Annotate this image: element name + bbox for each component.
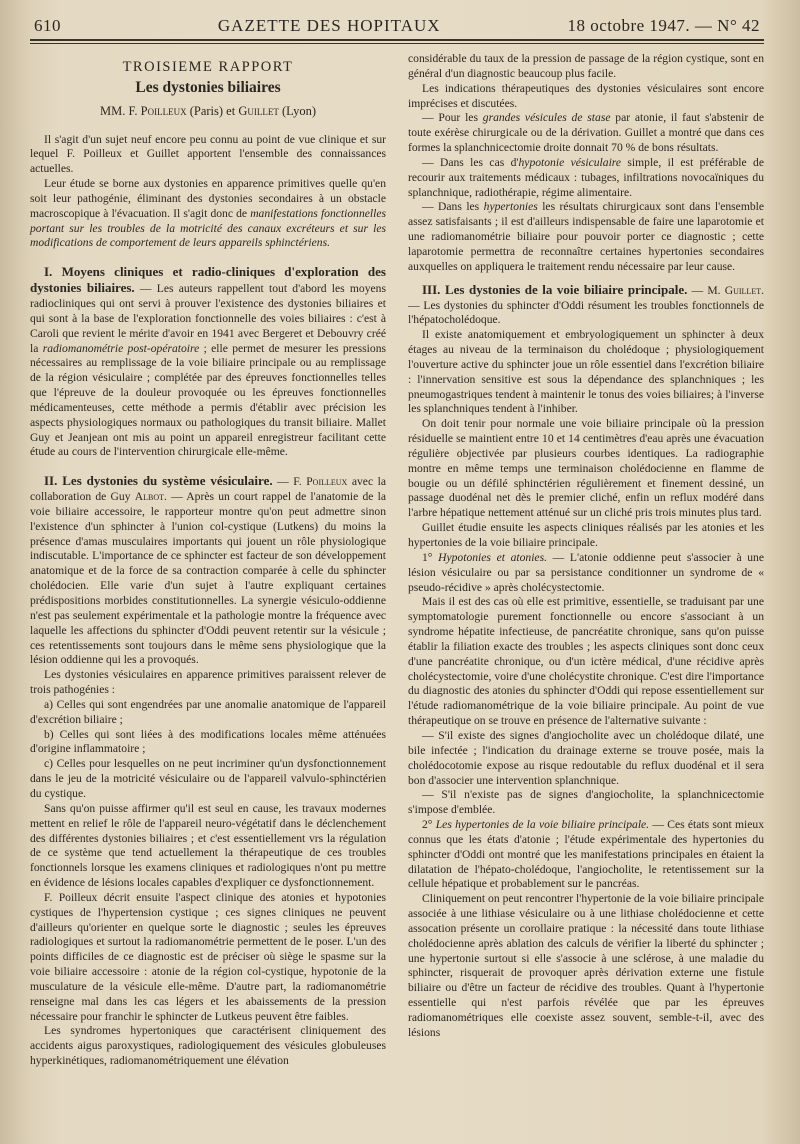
paragraph: Les syndromes hypertoniques que caractérisent cliniquement des accidents aigus paroxystiques, radiologiquement des vésicules globuleuses hyperkinétiques, radiomanométriquement une élévation — [30, 1024, 386, 1068]
paragraph: — S'il n'existe pas de signes d'angiocholite, la splanchnicectomie s'impose d'emblée. — [408, 788, 764, 817]
journal-title: GAZETTE DES HOPITAUX — [217, 16, 441, 35]
section-2: II. Les dystonies du système vésiculaire. — F. Poilleux avec la collaboration de Guy Albot. — Après un court rappel de l'anatomie de la voie biliaire accessoire, le rapporteur montre qu'on peut admettre sinon l'existence d'un sphincter à l'union col-cystique (Lutkens) du moins la présence d'amas musculaires importants qui jouent un rôle physiologique indiscutable. L'importance de ce sphincter est facteur de son développement anatomique et de la force de sa contraction comparée à celle du sphincter cholédocien. Elle varie d'un sujet à l'autre expliquant certaines prédispositions morbides constitutionnelles. La synergie vésiculo-oddienne n'est pas seulement expérimentale et la pathologie montre la fréquence avec laquelle les affections du sphincter d'Oddi peuvent retentir sur la vésicule ; ces retentissements sont toujours dans le même sens physiologique que la lésion oddienne qui les a provoqués. — [30, 473, 386, 667]
paragraph: — Pour les grandes vésicules de stase par atonie, il faut s'abstenir de toute exérèse chirurgicale ou de la dérivation. Guillet a montré que dans ces formes la splanchnicectomie droite donnait 70 % de bons résultats. — [408, 111, 764, 155]
paragraph: 2° Les hypertonies de la voie biliaire principale. — Ces états sont mieux connus que les états d'atonie ; l'étude expérimentale des hypertonies du sphincter d'Oddi ont montré que les manifestations principales en étaient la dilatation de l'hépato-cholédoque, l'angiocholite, le retentissement sur la cellule hépatique et probablement sur le pancréas. — [408, 818, 764, 891]
author-name: Guillet — [238, 103, 279, 118]
page-number: 610 — [34, 16, 61, 35]
section-heading: I. Moyens cliniques et radio-cliniques d'exploration des dystonies biliaires. — [30, 264, 386, 296]
list-item: b) Celles qui sont liées à des modifications locales même atténuées d'origine inflammatoire ; — [30, 727, 386, 756]
list-item: a) Celles qui sont engendrées par une anomalie anatomique de l'appareil d'excrétion biliaire ; — [30, 697, 386, 726]
left-column — [30, 52, 386, 1069]
running-header — [30, 16, 764, 36]
issue-date: 18 octobre 1947. — N° 42 — [567, 16, 760, 35]
paragraph: Sans qu'on puisse affirmer qu'il est seul en cause, les travaux modernes mettent en relief le rôle de l'appareil neuro-végétatif dans le déclenchement des différentes dystonies biliaires ; et c'est essentiellement vrs la régulation de ce système que tend actuellement la thérapeutique de ces troubles fonctionnels lorsque les examens cliniques et radiologiques n'ont pu mettre en évidence de lésions locales capables d'expliquer ce dysfonctionnement. — [30, 801, 386, 890]
section-1: I. Moyens cliniques et radio-cliniques d'exploration des dystonies biliaires. — Les auteurs rappellent tout d'abord les moyens radiocliniques qui ont servi à prouver l'existence des dystonies biliaires et qui sont à la base de l'exploration fonctionnelle des voies biliaires : c'est à Caroli que revient le mérite d'avoir en 1941 avec Bergeret et Debouvry créé la radiomanométrie post-opératoire ; elle permet de mesurer les pressions nécessaires au remplissage de la voie biliaire principale ou au remplissage de la région vésiculaire ; complétée par des épreuves fonctionnelles telles que l'épreuve de la douleur provoquée ou les épreuves fonctionnelles médicamenteuses, cette méthode a permis d'établir avec précision les aspects physiologiques normaux ou pathologiques du transit biliaire. Mallet Guy et Jeanjean ont mis au point un appareil enregistreur facilitant cette étude au cours de l'intervention chirurgicale elle-même. — [30, 264, 387, 459]
paragraph: Il s'agit d'un sujet neuf encore peu connu au point de vue clinique et sur lequel F. Poilleux et Guillet apportent l'ensemble des connaissances actuelles. — [30, 132, 386, 176]
paragraph: F. Poilleux décrit ensuite l'aspect clinique des atonies et hypotonies cystiques de l'hypertension cystique ; ces signes cliniques ne peuvent d'ailleurs qu'orienter en quelque sorte le diagnostic ; seules les épreuves radiologiques et surtout la radiomanométrie permettent de le poser. L'un des points difficiles de ce diagnostic est de préciser où siège le spasme sur la voie biliaire accessoire : atonie de la région col-cystique, hypotonie de la musculature de la vésicule elle-même. D'autre part, la radiomanométrie renseigne mal dans les cas légers et les abaissements de la pression nécessaire pour franchir le sphincter de Lutkeus peuvent être faibles. — [30, 890, 386, 1023]
paragraph: — Dans les hypertonies les résultats chirurgicaux sont dans l'ensemble assez satisfaisants ; il est d'ailleurs indispensable de faire une laparotomie et une radiomanométrie biliaire pour pouvoir porter ce diagnostic ; cette laparotomie permettra de reconnaître certaines hypertonies secondaires auxquelles on appliquera le traitement rendu nécessaire par leur cause. — [408, 200, 765, 273]
paragraph: On doit tenir pour normale une voie biliaire principale où la pression résiduelle se maintient entre 10 et 14 centimètres d'eau après une évacuation régulière objectivée par plusieurs courbes identiques. La radiographie montre en même temps une terminaison cholédocienne en flamme de bougie ou un défilé sphinctérien régulièrement et finement dessiné, un passage duodénal net dès le premier cliché, enfin un reflux modéré dans l'arbre hépatique nettement atténué sur un cliché pris trois minutes plus tard. — [408, 417, 764, 520]
paragraph: Les dystonies vésiculaires en apparence primitives paraissent relever de trois pathogénies : — [30, 668, 386, 697]
section-3: III. Les dystonies de la voie biliaire principale. — M. Guillet. — Les dystonies du sphincter d'Oddi résument les troubles fonctionnels de l'hépatocholédoque. — [408, 281, 765, 327]
paragraph: Cliniquement on peut rencontrer l'hypertonie de la voie biliaire principale associée à une lithiase vésiculaire ou à une lithiase cholédocienne et cette assocation présente un corollaire pratique : la nécessité dans toute lithiase cholédocienne après ablation des calculs de vérifier la liberté du sphincter ; une hypertonie surtout si elle s'associe à une sclérose, à une maladie du sphincter, risquerait de provoquer après dérivation externe une fistule biliaire ou d'être un facteur de récidive des troubles. Quant à l'hypertonie essentielle qui n'est parfois révélée que par les épreuves radiomanométriques elle coexiste assez souvent, semble-t-il, avec des lésions — [408, 892, 764, 1039]
paragraph: — S'il existe des signes d'angiocholite avec un cholédoque dilaté, une bile infectée ; l'indication du drainage externe se trouve posée, mais la cholédocotomie expose au risque redoutable du reflux duodénal et il sera bon d'associer une intervention splanchnique. — [408, 728, 764, 787]
header-rule — [30, 39, 764, 41]
paragraph: Mais il est des cas où elle est primitive, essentielle, se traduisant par une symptomatologie purement fonctionnelle ou encore s'associant à un syndrome hépatite infectieuse, de pancréatite chronique, sans qu'on puisse établir la filiation exacte des troubles ; les aspects cliniques sont donc ceux d'une pancréatite chronique, ou d'un ictère médical, d'une récidive après cholécystectomie, voire d'une cholécystite chronique. C'est dire l'importance du diagnostic des atonies du sphincter d'Oddi qui repose essentiellement sur l'étude radiomanométrique de la voie biliaire principale. Au point de vue thérapeutique on se trouve en présence de l'alternative suivante : — [408, 595, 764, 728]
author-name: Poilleux — [140, 103, 187, 118]
article-title: Les dystonies biliaires — [135, 78, 281, 96]
section-heading: III. Les dystonies de la voie biliaire principale. — [422, 281, 688, 297]
header-rule-thin — [30, 43, 764, 44]
paragraph: Les indications thérapeutiques des dystonies vésiculaires sont encore imprécises et discutées. — [408, 81, 764, 110]
section-heading: II. Les dystonies du système vésiculaire. — [44, 473, 273, 489]
paragraph: — Dans les cas d'hypotonie vésiculaire simple, il est préférable de recourir aux traitements médicaux : tubages, infiltrations novocaïniques du splanchnique, radiothérapie, régime alimentaire. — [408, 155, 764, 199]
article-columns — [30, 52, 764, 1069]
right-column — [408, 52, 764, 1069]
paragraph: Guillet étudie ensuite les aspects cliniques réalisés par les atonies et les hypertonies de la voie biliaire principale. — [408, 521, 764, 549]
paragraph: Leur étude se borne aux dystonies en apparence primitives quelle qu'en soit leur pathogénie, éliminant des dystonies secondaires à un obstacle macroscopique à l'évacuation. Il s'agit donc de manifestations fonctionnelles portant sur les troubles de la motricité des canaux excréteurs et sur les modifications de comportement de leurs appareils sphinctériens. — [30, 177, 386, 250]
paragraph: Il existe anatomiquement et embryologiquement un sphincter à deux étages au niveau de la terminaison du cholédoque ; physiologiquement l'ouverture active du sphincter joue un rôle essentiel dans l'excrétion biliaire : l'innervation sensitive est sous la dépendance des splanchniques ; les pneumogastriques tendent à maintenir le tonus des voies biliaires; à l'inverse les splanchniques tendent à l'inhiber. — [408, 328, 764, 416]
paragraph: considérable du taux de la pression de passage de la région cystique, sont en général d'un diagnostic beaucoup plus facile. — [408, 52, 764, 80]
report-label: TROISIEME RAPPORT — [122, 59, 294, 75]
article-authors: MM. F. Poilleux (Paris) et Guillet (Lyon) — [99, 103, 317, 118]
list-item: c) Celles pour lesquelles on ne peut incriminer qu'un dysfonctionnement dans le jeu de la motricité vésiculaire ou de l'appareil valvulo-sphinctérien du cystique. — [30, 757, 386, 800]
paragraph: 1° Hypotonies et atonies. — L'atonie oddienne peut s'associer à une lésion vésiculaire ou par sa persistance conditionner un syndrome de « pseudo-récidive » après cholécystectomie. — [408, 550, 765, 594]
